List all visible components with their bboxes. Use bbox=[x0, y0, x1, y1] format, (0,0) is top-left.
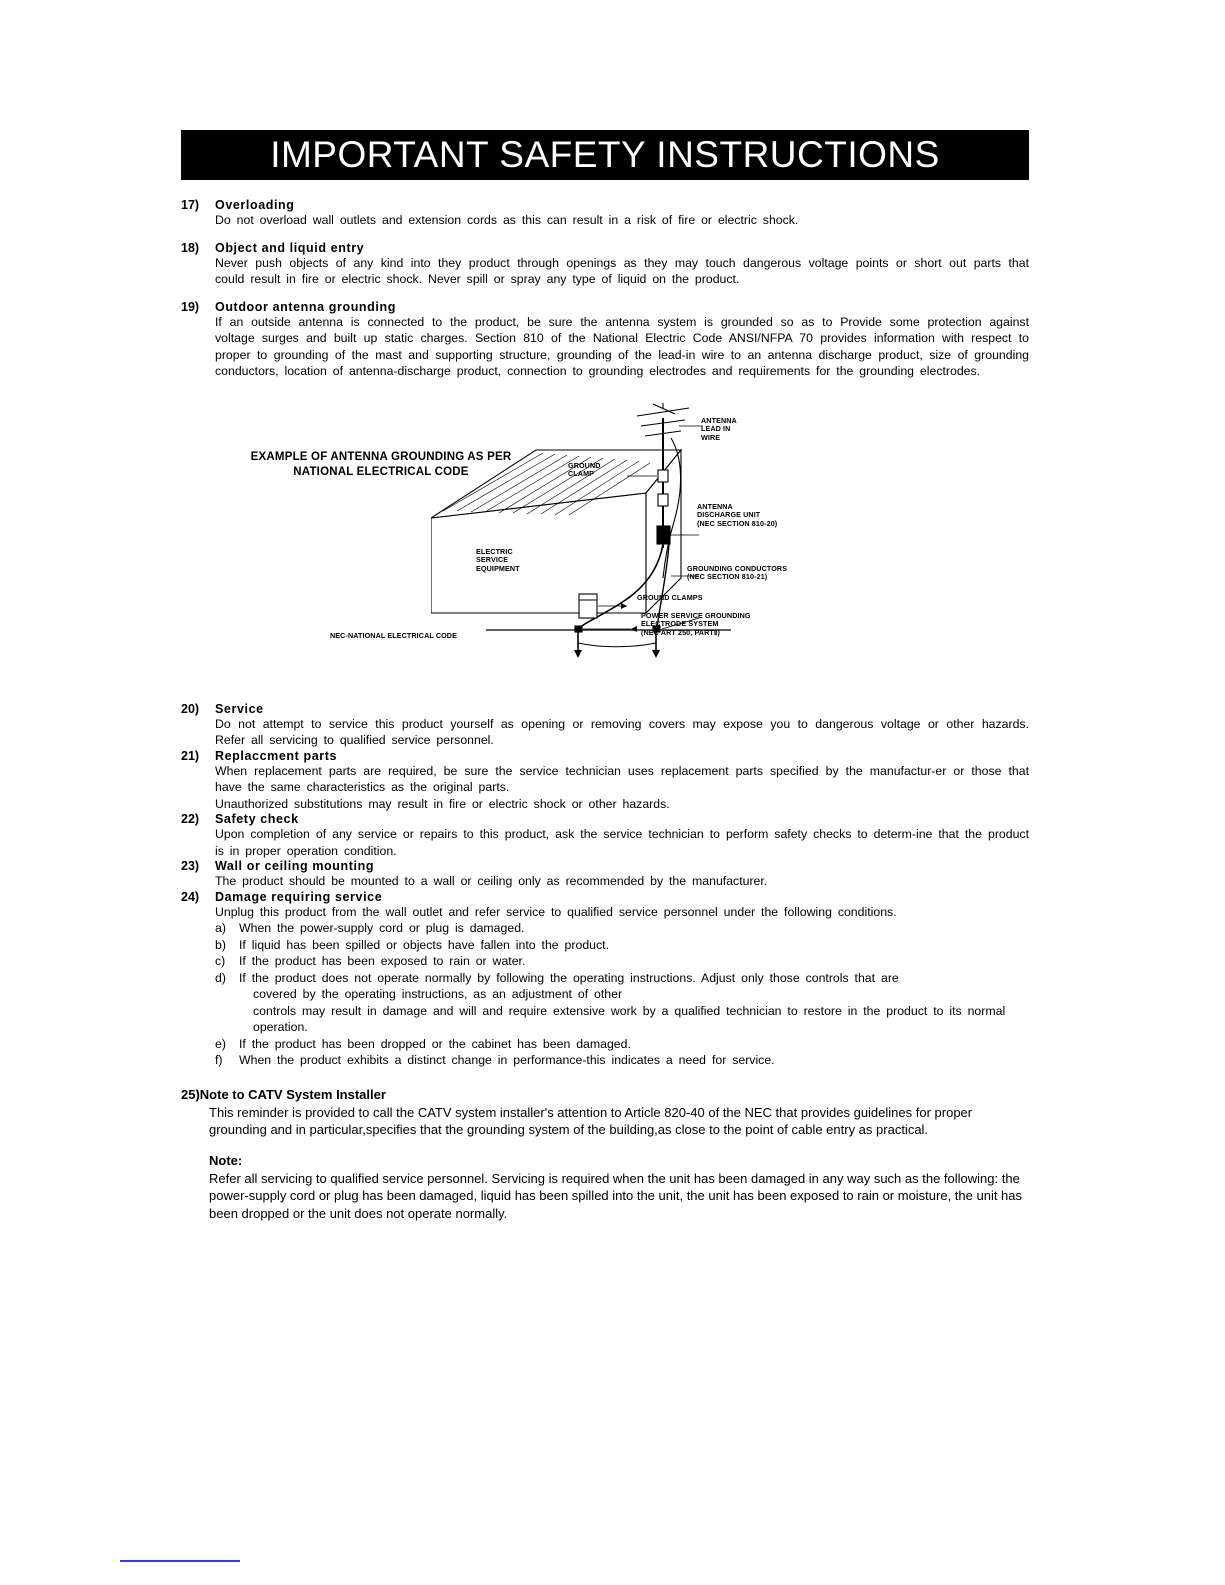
figure-drawing bbox=[431, 398, 851, 688]
document-content bbox=[181, 198, 1029, 1222]
item-paragraph: The product should be mounted to a wall or ceiling only as recommended by the manufacturer. bbox=[215, 874, 768, 888]
list-item bbox=[215, 953, 1029, 970]
catv-section-body: This reminder is provided to call the CATV system installer's attention to Article 820-40 of the NEC that provides guidelines for proper grounding and in particular,specifies that the grounding system of the building,as close to the point of cable entry as practical. bbox=[209, 1104, 973, 1137]
item-body bbox=[215, 763, 1029, 813]
footer-link-underline[interactable] bbox=[120, 1560, 240, 1564]
figure-label-electric-service-equipment: ELECTRIC SERVICE EQUIPMENT bbox=[476, 546, 520, 573]
safety-item-object-liquid-entry bbox=[181, 241, 1029, 288]
list-item bbox=[215, 1052, 1029, 1069]
list-item-text: When the power-supply cord or plug is damaged. bbox=[239, 921, 525, 935]
list-item-label: c) bbox=[215, 954, 226, 968]
item-body bbox=[215, 904, 1029, 921]
list-item bbox=[215, 937, 1029, 954]
list-item-label: a) bbox=[215, 921, 226, 935]
item-title: Overloading bbox=[215, 198, 295, 212]
item-number: 20) bbox=[181, 701, 200, 716]
item-heading bbox=[181, 890, 1029, 904]
item-paragraph: Do not overload wall outlets and extension cords as this can result in a risk of fire or electric shock. bbox=[215, 213, 799, 227]
item-number: 21) bbox=[181, 748, 200, 763]
antenna-grounding-figure bbox=[181, 398, 1029, 688]
note-body: Refer all servicing to qualified service personnel. Servicing is required when the unit has been damaged in any way such as the following: the power-supply cord or plug has been damaged, liquid has been spilled into the unit, the unit has been exposed to rain or moisture, the unit has been dropped or the unit does not operate normally. bbox=[209, 1170, 1023, 1221]
item-paragraph: Never push objects of any kind into they product through openings as they may touch dangerous voltage points or short out parts that could result in fire or electric shock. Never spill or spray any type of liquid on the product. bbox=[215, 255, 1029, 286]
item-paragraph: Upon completion of any service or repairs to this product, ask the service technician to perform safety checks to determ-ine that the product is in proper operation condition. bbox=[215, 827, 1029, 858]
item-number: 17) bbox=[181, 198, 200, 212]
item-body bbox=[215, 255, 1029, 288]
item-paragraph: If an outside antenna is connected to the product, be sure the antenna system is grounded so as to Provide some protection against voltage surges and built up static charges. Section 810 of the National Electric Code ANSI/NFPA 70 provides information with respect to proper to grounding of the mast and supporting structure, grounding of the lead-in wire to an antenna discharge product, size of grounding conductors, location of antenna-discharge product, connection to grounding electrodes and requirements for the grounding electrodes. bbox=[215, 314, 1029, 378]
item-title: Replaccment parts bbox=[215, 748, 338, 763]
list-item-label: b) bbox=[215, 937, 226, 952]
safety-item-safety-check bbox=[181, 812, 1029, 859]
safety-item-wall-ceiling-mounting bbox=[181, 859, 1029, 890]
item-paragraph: When replacement parts are required, be sure the service technician uses replacement parts specified by the manufactur-er or those that have the same characteristics as the original parts. bbox=[215, 763, 1029, 794]
page-title: IMPORTANT SAFETY INSTRUCTIONS bbox=[270, 134, 940, 175]
safety-item-outdoor-antenna-grounding bbox=[181, 300, 1029, 380]
safety-item-service bbox=[181, 702, 1029, 749]
item-heading bbox=[181, 702, 1029, 716]
damage-conditions-list bbox=[215, 920, 1029, 1069]
note-title: Note: bbox=[209, 1152, 243, 1168]
list-item-label: e) bbox=[215, 1036, 226, 1051]
item-number: 23) bbox=[181, 859, 200, 873]
list-item-text-continued: covered by the operating instructions, as an adjustment of other bbox=[253, 987, 623, 1001]
item-heading bbox=[181, 300, 1029, 314]
item-title: Safety check bbox=[215, 812, 299, 826]
list-item-text-continued-2: controls may result in damage and will and require extensive work by a qualified technician to restore in the product to its normal operation. bbox=[253, 1003, 1006, 1034]
figure-label-nec-national-electrical-code: NEC-NATIONAL ELECTRICAL CODE bbox=[330, 630, 457, 640]
list-item-label: f) bbox=[215, 1053, 223, 1067]
item-number: 19) bbox=[181, 299, 200, 314]
list-item-label: d) bbox=[215, 970, 226, 985]
item-heading bbox=[181, 241, 1029, 255]
item-number: 24) bbox=[181, 889, 200, 904]
figure-label-grounding-conductors: GROUNDING CONDUCTORS (NEC SECTION 810-21) bbox=[687, 563, 788, 582]
safety-item-damage-requiring-service bbox=[181, 890, 1029, 1069]
safety-items-20-24 bbox=[181, 702, 1029, 1069]
figure-label-antenna-discharge-unit: ANTENNA DISCHARGE UNIT (NEC SECTION 810-20) bbox=[697, 501, 778, 528]
figure-caption-line2: NATIONAL ELECTRICAL CODE bbox=[293, 465, 469, 478]
item-title: Wall or ceiling mounting bbox=[215, 859, 375, 873]
item-body bbox=[215, 873, 1029, 890]
safety-item-overloading bbox=[181, 198, 1029, 229]
item-body bbox=[215, 826, 1029, 859]
item-number: 22) bbox=[181, 812, 200, 826]
list-item-text: If the product has been exposed to rain or water. bbox=[239, 954, 526, 968]
item-title: Service bbox=[215, 701, 264, 716]
list-item-text-group bbox=[239, 970, 1029, 1036]
figure-label-ground-clamp: GROUND CLAMP bbox=[568, 460, 601, 479]
item-body bbox=[215, 716, 1029, 749]
figure-label-antenna-lead-in-wire: ANTENNA LEAD IN WIRE bbox=[701, 415, 737, 442]
item-body bbox=[215, 314, 1029, 380]
list-item-text: If the product has been dropped or the cabinet has been damaged. bbox=[239, 1036, 631, 1051]
list-item-text: When the product exhibits a distinct change in performance-this indicates a need for service. bbox=[239, 1053, 775, 1067]
figure-label-ground-clamps: GROUND CLAMPS bbox=[637, 592, 703, 602]
page-title-banner bbox=[181, 130, 1029, 180]
list-item-text: If the product does not operate normally by following the operating instructions. Adjust only those controls that are bbox=[239, 970, 899, 985]
figure-caption-line1: EXAMPLE OF ANTENNA GROUNDING AS PER bbox=[250, 450, 512, 463]
item-paragraph-secondary: Unauthorized substitutions may result in fire or electric shock or other hazards. bbox=[215, 796, 670, 811]
item-title: Outdoor antenna grounding bbox=[215, 299, 396, 314]
item-number: 18) bbox=[181, 240, 200, 255]
list-item bbox=[215, 970, 1029, 1036]
item-heading bbox=[181, 198, 1029, 212]
item-paragraph: Unplug this product from the wall outlet and refer service to qualified service personnel under the following conditions. bbox=[215, 904, 897, 919]
list-item bbox=[215, 920, 1029, 937]
item-paragraph: Do not attempt to service this product yourself as opening or removing covers may expose you to dangerous voltage or other hazards. Refer all servicing to qualified service personnel. bbox=[215, 716, 1029, 747]
item-title: Object and liquid entry bbox=[215, 240, 365, 255]
item-heading bbox=[181, 749, 1029, 763]
catv-installer-section bbox=[181, 1087, 1029, 1223]
item-heading bbox=[181, 859, 1029, 873]
item-body bbox=[215, 212, 1029, 229]
item-title: Damage requiring service bbox=[215, 889, 383, 904]
safety-item-replacement-parts bbox=[181, 749, 1029, 813]
list-item bbox=[215, 1036, 1029, 1053]
figure-label-power-service-grounding: POWER SERVICE GROUNDING ELECTRODE SYSTEM (NEC ART 250, PARTⅡ) bbox=[641, 610, 751, 637]
list-item-text: If liquid has been spilled or objects have fallen into the product. bbox=[239, 937, 609, 952]
item-heading bbox=[181, 812, 1029, 826]
catv-section-title: 25)Note to CATV System Installer bbox=[181, 1086, 386, 1102]
